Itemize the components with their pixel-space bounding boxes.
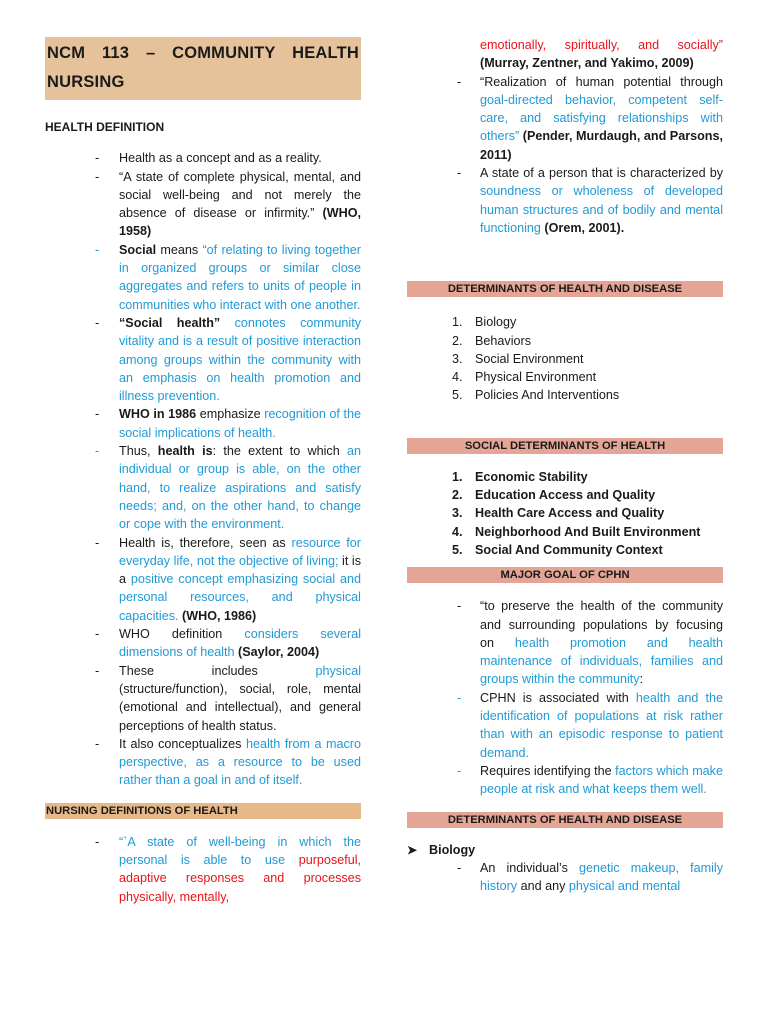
bullet-text: “Realization of human potential through [480,74,723,89]
list-item: 2. Behaviors [452,333,532,348]
list-item-text: Behaviors [475,333,532,348]
list-item: 4. Neighborhood And Built Environment [452,524,701,539]
determinants-heading-2: DETERMINANTS OF HEALTH AND DISEASE [407,812,723,828]
list-item-text: Social Environment [475,351,584,366]
list-item: - “Social health” connotes community vitality and is a result of positive interaction among groups within the community with an emphasis on health promotion and illness prevention. [95,315,361,404]
list-item-text: Policies And Interventions [475,388,620,403]
highlighted-text: physical and mental [568,879,681,894]
citation: (WHO, 1986) [182,608,257,623]
highlighted-text: “of relating to living together in organized groups or similar close aggregates and refers to units of people in communities who interact with one another. [119,242,361,312]
arrow-bullet-icon: ➤ [407,842,418,857]
bullet-text: Thus, [119,444,158,459]
list-item: - It also conceptualizes health from a macro perspective, as a resource to be used rather than a goal in and of itself. [95,736,361,788]
bold-term: health is [157,444,213,459]
list-item: 1. Biology [452,315,517,330]
bullet-text: These includes [119,663,316,678]
citation: (Murray, Zentner, and Yakimo, 2009) [480,56,694,71]
list-item-text: Biology [475,315,517,330]
title-line-1: NCM 113 – COMMUNITY HEALTH [47,44,359,62]
highlighted-text: genetic makeup, family history [480,860,723,894]
bullet-text: it is a [119,553,361,587]
social-determinants-heading: SOCIAL DETERMINANTS OF HEALTH [407,438,723,454]
highlighted-text: factors which make people at risk and what keeps them well. [480,763,723,797]
citation: (Pender, Murdaugh, and Parsons, 2011) [480,129,724,162]
list-item: 3. Health Care Access and Quality [452,506,665,521]
bullet-text: and any [517,879,569,894]
bullet-text: “A state of complete physical, mental, and social well-being and not merely the absence of disease or infirmity.” [119,169,361,221]
highlighted-text: considers several dimensions of health [119,627,362,660]
highlighted-text: health promotion and health maintenance of individuals, families and groups within the community [480,635,723,687]
citation: (Saylor, 2004) [238,645,320,660]
list-item: - “A state of complete physical, mental, and social well-being and not merely the absence of disease or infirmity.” (WHO, 1958) [95,169,362,239]
list-item-text: Physical Environment [475,370,597,385]
biology-label: Biology [429,842,476,857]
bullet-text: : [639,672,644,687]
bullet-text: Health as a concept and as a reality. [119,151,322,166]
left-column [45,37,361,906]
bullet-text: A state of a person that is characterized by [480,166,723,181]
highlighted-text: health and the identification of populations at risk rather than with an episodic response to patient demand. [480,690,723,760]
list-item-text: Neighborhood And Built Environment [475,524,701,539]
highlighted-text: an individual or group is able, on the other hand, to realize aspirations and satisfy needs; and, on the other hand, to change or cope with the environment. [119,444,361,532]
list-item: - Health as a concept and as a reality. [95,151,322,166]
list-item: 3. Social Environment [452,351,584,366]
bold-term: “Social health” [119,315,221,330]
bullet-text: “to preserve the health of the community and surrounding populations by focusing on [480,599,723,650]
list-item: - A state of a person that is characterized by soundness or wholeness of developed human structures and of bodily and mental functioning (Orem, 2001). [457,166,723,235]
list-item: - WHO in 1986 emphasize recognition of the social implications of health. [95,407,361,440]
health-definition-heading: HEALTH DEFINITION [45,120,165,134]
list-item-continued [407,36,723,73]
list-item: 2. Education Access and Quality [452,488,656,503]
document-title [45,37,361,100]
emphasis-text: emotionally, spiritually, and socially” [480,38,723,52]
nursing-definitions-list [45,833,361,906]
highlighted-text: resource for everyday life, not the objective of living; [119,535,361,568]
bullet-text: Requires identifying the [480,763,616,778]
list-item: - “Realization of human potential through goal-directed behavior, competent self-care, and satisfying relationships with others” (Pender, Murdaugh, and Parsons, 2011) [457,74,724,162]
determinants-heading: DETERMINANTS OF HEALTH AND DISEASE [407,281,723,297]
highlighted-text: positive concept emphasizing social and personal resources, and physical capacities. [119,572,361,623]
bold-term: Social [119,242,157,257]
list-item-text: Education Access and Quality [475,488,656,503]
social-determinants-list [452,468,723,559]
highlighted-text: goal-directed behavior, competent self-care, and satisfying relationships with others” [480,92,723,144]
list-item: - Social means “of relating to living together in organized groups or similar close aggregates and refers to units of people in communities who interact with one another. [95,242,361,312]
list-item: 5. Policies And Interventions [452,388,620,403]
list-item: - “`A state of well-being in which the personal is able to use purposeful, adaptive responses and processes physically, mentally, [95,834,361,904]
list-item-text: Health Care Access and Quality [475,506,665,521]
bullet-text: (structure/function), social, role, mental (emotional and intellectual), and general perceptions of health status. [119,681,361,733]
highlighted-text: soundness or wholeness of developed human structures and of bodily and mental functioning [480,184,723,235]
highlighted-text: health from a macro perspective, as a resource to be used rather than a goal in and of itself. [119,736,361,788]
list-item: 1. Economic Stability [452,469,588,484]
highlighted-text: “`A state of well-being in which the personal is able to use [119,834,361,867]
list-item: - These includes physical (structure/function), social, role, mental (emotional and intellectual), and general perceptions of health status. [95,663,361,733]
biology-list [407,859,723,896]
bullet-text: WHO definition [119,627,245,642]
citation: (WHO, 1958) [119,206,362,239]
bullet-text: An individual’s [480,860,579,875]
bullet-text: CPHN is associated with [480,690,636,705]
bold-term: WHO in 1986 [119,407,197,422]
list-item: 5. Social And Community Context [452,542,663,557]
list-item: - WHO definition considers several dimensions of health (Saylor, 2004) [95,627,362,660]
nursing-definitions-heading: NURSING DEFINITIONS OF HEALTH [45,803,361,819]
list-item: - CPHN is associated with health and the identification of populations at risk rather than with an episodic response to patient demand. [457,690,723,760]
bullet-text: emphasize [196,407,265,422]
list-item: - Thus, health is: the extent to which an individual or group is able, on the other hand, to realize aspirations and satisfy needs; and, on the other hand, to change or cope with the environment. [95,444,361,532]
major-goal-heading: MAJOR GOAL OF CPHN [407,567,723,583]
biology-subheading [407,841,723,859]
bullet-text: means [156,242,203,257]
list-item: - “to preserve the health of the community and surrounding populations by focusing on health promotion and health maintenance of individuals, families and groups within the community: [457,599,723,687]
highlighted-text: connotes community vitality and is a result of positive interaction among groups within the community with an emphasis on health promotion and illness prevention. [119,315,361,404]
bullet-text: It also conceptualizes [119,736,246,751]
bullet-text: : the extent to which [212,444,347,459]
title-line-2: NURSING [47,73,125,91]
highlighted-text: recognition of the social implications of health. [119,407,361,440]
nursing-definitions-continued [407,36,723,237]
list-item-text: Social And Community Context [475,542,663,557]
list-item-text: Economic Stability [475,469,588,484]
highlighted-text: physical [315,663,361,678]
list-item: - An individual’s genetic makeup, family history and any physical and mental [457,860,723,894]
major-goal-list [407,597,723,798]
bullet-text: Health is, therefore, seen as [119,535,292,550]
list-item: 4. Physical Environment [452,370,597,385]
right-column [407,36,723,895]
citation: (Orem, 2001). [544,220,625,235]
list-item: - Health is, therefore, seen as resource for everyday life, not the objective of living; it is a positive concept emphasizing social and personal resources, and physical capacities. (WHO, 1986) [95,535,361,623]
emphasis-text: purposeful, adaptive responses and processes physically, mentally, [119,852,361,904]
determinants-list [452,313,723,404]
list-item: - Requires identifying the factors which make people at risk and what keeps them well. [457,763,723,797]
health-definition-list [45,149,361,789]
